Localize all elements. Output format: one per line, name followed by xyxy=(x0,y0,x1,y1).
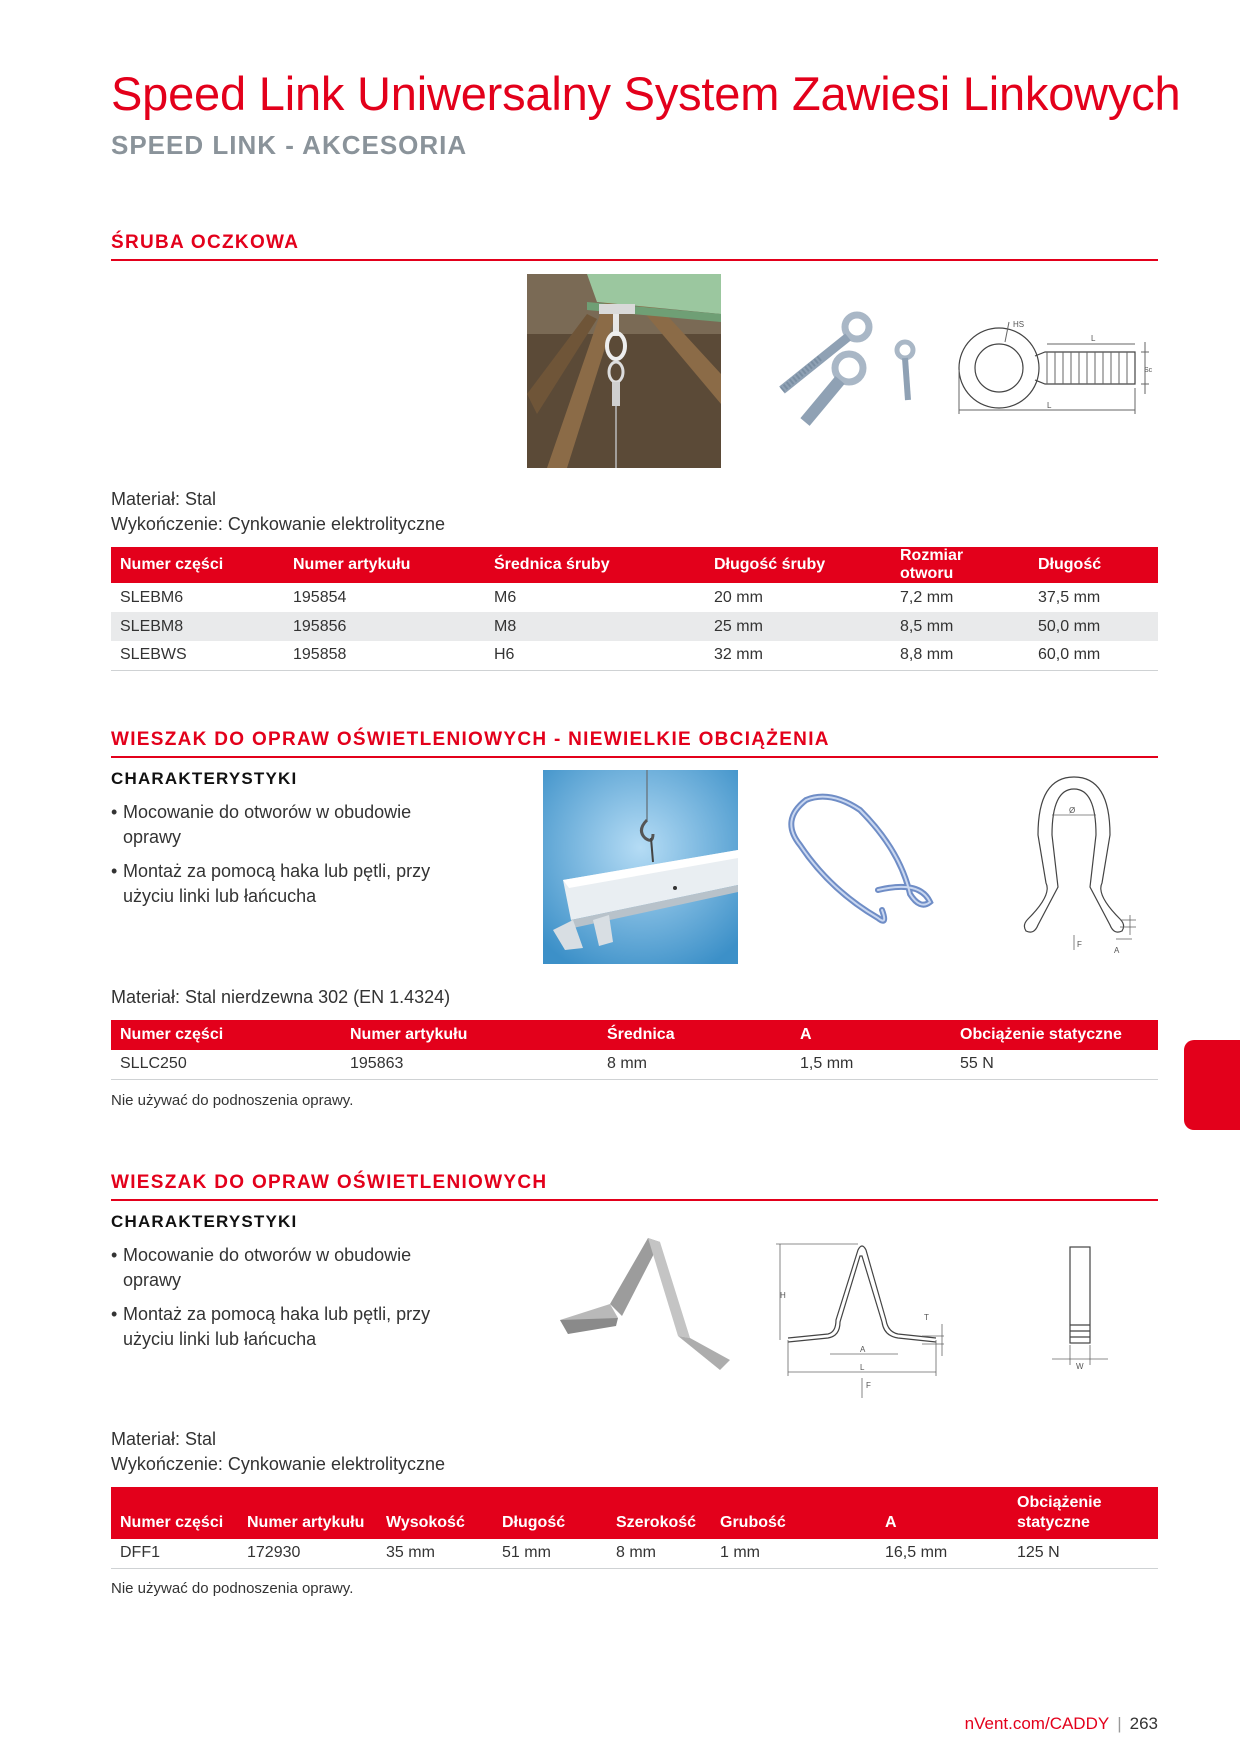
diagram-label-t: T xyxy=(924,1313,929,1322)
wire-hanger-diagram xyxy=(1010,775,1145,960)
diagram-label-l-thread: L xyxy=(1091,334,1096,343)
table-row xyxy=(111,583,1158,612)
column-header: Szerokość xyxy=(607,1487,711,1539)
diagram-label-a: A xyxy=(1114,946,1120,955)
diagram-label-l: L xyxy=(860,1363,865,1372)
eye-bolt-diagram xyxy=(955,316,1155,416)
table-cell: 125 N xyxy=(1008,1539,1158,1568)
usage-note: Nie używać do podnoszenia oprawy. xyxy=(111,1092,354,1109)
table-cell: SLEBM8 xyxy=(111,612,284,641)
table-cell: 8 mm xyxy=(598,1050,791,1079)
spring-clip-photo xyxy=(560,1238,735,1378)
column-header: Rozmiar otworu xyxy=(891,547,1029,583)
section-heading-light-fixture-hanger: WIESZAK DO OPRAW OŚWIETLENIOWYCH xyxy=(111,1172,1158,1201)
table-cell: H6 xyxy=(485,641,705,670)
spring-clip-side-diagram xyxy=(1050,1245,1110,1375)
table-cell: SLLC250 xyxy=(111,1050,341,1079)
diagram-label-h: H xyxy=(780,1291,786,1300)
features-list xyxy=(111,1243,441,1361)
table-cell: 16,5 mm xyxy=(876,1539,1008,1568)
table-cell: 8 mm xyxy=(607,1539,711,1568)
list-item: • Mocowanie do otworów w obudowie oprawy xyxy=(111,800,441,850)
spring-clip-diagram xyxy=(770,1240,960,1400)
diagram-label-sc: Sc xyxy=(1144,367,1153,374)
column-header: Numer części xyxy=(111,547,284,583)
column-header: Obciążenie statyczne xyxy=(1008,1487,1158,1539)
table-cell: 172930 xyxy=(238,1539,377,1568)
column-header: Numer artykułu xyxy=(238,1487,377,1539)
table-cell: SLEBM6 xyxy=(120,588,184,606)
table-cell: M6 xyxy=(494,588,517,606)
column-header: Średnica śruby xyxy=(485,547,705,583)
characteristics-heading: CHARAKTERYSTYKI xyxy=(111,769,298,788)
eye-bolts-photo xyxy=(760,300,920,435)
material-info-light-duty-hanger: Materiał: Stal nierdzewna 302 (EN 1.4324) xyxy=(111,987,451,1007)
light-duty-hanger-spec-table xyxy=(111,1020,1158,1080)
table-cell: 195863 xyxy=(341,1050,598,1079)
table-cell: 37,5 mm xyxy=(1038,588,1101,606)
list-item: • Montaż za pomocą haka lub pętli, przy użyciu linki lub łańcucha xyxy=(111,1302,441,1352)
column-header: Długość xyxy=(493,1487,607,1539)
column-header: A xyxy=(791,1020,951,1050)
table-row xyxy=(111,1050,1158,1079)
diagram-label-diameter: Ø xyxy=(1069,806,1076,815)
column-header: Numer artykułu xyxy=(341,1020,598,1050)
material-info-eye-bolt: Materiał: Stal Wykończenie: Cynkowanie elektrolityczne xyxy=(111,489,445,534)
column-header: Numer części xyxy=(111,1487,238,1539)
diagram-label-f: F xyxy=(866,1381,871,1390)
table-cell: 195858 xyxy=(284,641,485,670)
table-cell: SLEBWS xyxy=(111,641,284,670)
page-title: Speed Link Uniwersalny System Zawiesi Linkowych xyxy=(111,67,1181,120)
page-number: 263 xyxy=(1129,1714,1158,1733)
table-header-row xyxy=(111,1487,1158,1539)
table-row xyxy=(111,612,1158,641)
column-header: Grubość xyxy=(711,1487,876,1539)
eye-bolt-spec-table xyxy=(111,547,1158,671)
usage-note: Nie używać do podnoszenia oprawy. xyxy=(111,1580,354,1597)
table-cell: 20 mm xyxy=(714,588,763,606)
column-header: Obciążenie statyczne xyxy=(951,1020,1158,1050)
light-fixture-photo xyxy=(543,770,738,964)
section-heading-light-duty-hanger: WIESZAK DO OPRAW OŚWIETLENIOWYCH - NIEWIELKIE OBCIĄŻENIA xyxy=(111,729,1158,758)
list-item: • Mocowanie do otworów w obudowie oprawy xyxy=(111,1243,441,1293)
diagram-label-a: A xyxy=(860,1345,866,1354)
table-cell: 25 mm xyxy=(705,612,891,641)
chapter-tab xyxy=(1184,1040,1240,1130)
section-heading-eye-bolt: ŚRUBA OCZKOWA xyxy=(111,232,1158,261)
table-cell: 195856 xyxy=(284,612,485,641)
column-header: Numer części xyxy=(111,1020,341,1050)
column-header: Średnica xyxy=(598,1020,791,1050)
column-header: A xyxy=(876,1487,1008,1539)
diagram-label-l-total: L xyxy=(1047,401,1052,410)
diagram-label-hs: HS xyxy=(1013,320,1025,329)
column-header: Długość xyxy=(1029,547,1158,583)
table-cell: 55 N xyxy=(951,1050,1158,1079)
table-cell: 35 mm xyxy=(377,1539,493,1568)
table-header-row xyxy=(111,1020,1158,1050)
footer-site-link[interactable]: nVent.com/CADDY xyxy=(964,1714,1110,1733)
features-list xyxy=(111,800,441,918)
light-fixture-hanger-spec-table xyxy=(111,1487,1158,1569)
table-cell: 1,5 mm xyxy=(791,1050,951,1079)
column-header: Wysokość xyxy=(377,1487,493,1539)
column-header: Długość śruby xyxy=(705,547,891,583)
table-row xyxy=(111,641,1158,670)
table-header-row xyxy=(111,547,1158,583)
table-cell: 50,0 mm xyxy=(1029,612,1158,641)
eye-bolt-installed-photo xyxy=(527,274,721,468)
footer xyxy=(965,1714,1158,1734)
column-header: Numer artykułu xyxy=(284,547,485,583)
table-cell: 1 mm xyxy=(711,1539,876,1568)
table-cell: 60,0 mm xyxy=(1029,641,1158,670)
footer-separator: | xyxy=(1117,1714,1122,1733)
table-row xyxy=(111,1539,1158,1568)
table-cell: 51 mm xyxy=(493,1539,607,1568)
table-cell: M8 xyxy=(485,612,705,641)
table-cell: DFF1 xyxy=(111,1539,238,1568)
material-info-light-fixture-hanger: Materiał: Stal Wykończenie: Cynkowanie elektrolityczne xyxy=(111,1429,445,1474)
table-cell: 7,2 mm xyxy=(900,588,954,606)
table-cell: 8,8 mm xyxy=(891,641,1029,670)
characteristics-heading: CHARAKTERYSTYKI xyxy=(111,1212,298,1231)
table-cell: 8,5 mm xyxy=(891,612,1029,641)
page-subtitle: SPEED LINK - AKCESORIA xyxy=(111,130,468,160)
list-item: • Montaż za pomocą haka lub pętli, przy użyciu linki lub łańcucha xyxy=(111,859,441,909)
diagram-label-w: W xyxy=(1076,1362,1084,1371)
diagram-label-f: F xyxy=(1077,940,1082,949)
wire-hanger-photo xyxy=(770,790,945,930)
table-cell: 195854 xyxy=(293,588,347,606)
table-cell: 32 mm xyxy=(705,641,891,670)
